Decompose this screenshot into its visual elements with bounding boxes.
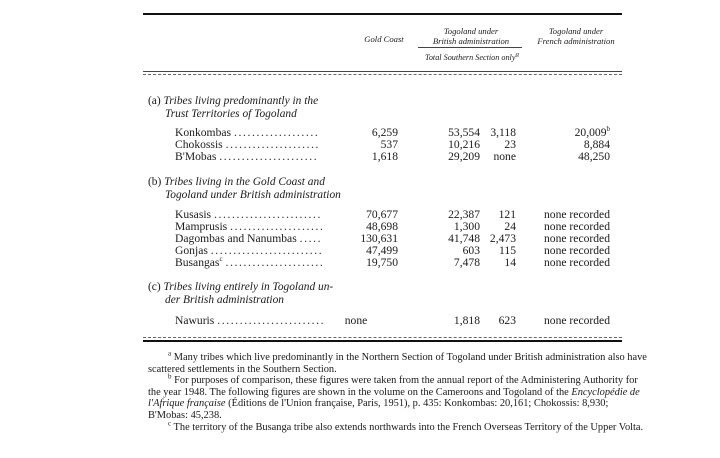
leader-dots: ........................ bbox=[217, 314, 326, 327]
section-a-title-text1: Tribes living predominantly in the bbox=[163, 95, 319, 107]
header-togoland-french bbox=[526, 26, 626, 46]
cell-french: none recorded bbox=[544, 244, 610, 257]
footnote-c bbox=[148, 419, 648, 434]
header-bottom-rule bbox=[143, 71, 622, 72]
tribe-name-text: Chokossis bbox=[175, 138, 223, 151]
header-southern-section bbox=[412, 50, 532, 63]
footnote-a-mark: a bbox=[168, 349, 172, 358]
section-a-title-line1 bbox=[148, 95, 378, 108]
cell-southern: none bbox=[493, 150, 516, 163]
cell-total: 7,478 bbox=[453, 256, 480, 269]
section-c-title-line1 bbox=[148, 281, 378, 294]
cell-gold-coast: none bbox=[344, 314, 368, 327]
header-togoland-british-line1: Togoland under bbox=[443, 26, 499, 36]
cell-french: none recorded bbox=[544, 232, 610, 245]
cell-total: 41,748 bbox=[448, 232, 480, 245]
section-c-title bbox=[148, 281, 378, 307]
footnote-a-text: Many tribes which live predominantly in the Northern Section of Togoland under British administration also have scattered settlements in the Southern Section. bbox=[148, 352, 647, 375]
section-c-title-line2: der British administration bbox=[165, 294, 284, 306]
header-togoland-british-line2: British administration bbox=[432, 36, 510, 46]
cell-total: 603 bbox=[462, 244, 480, 257]
tribe-name-text: Gonjas bbox=[175, 244, 208, 257]
section-c-title-text1: Tribes living entirely in Togoland un- bbox=[163, 281, 334, 293]
header-southern-section-label: Total Southern Section only bbox=[425, 53, 516, 62]
cell-total: 22,387 bbox=[448, 208, 480, 221]
footnote-b-mark: b bbox=[168, 372, 172, 381]
header-bottom-dash bbox=[143, 74, 622, 75]
leader-dots: ...................... bbox=[225, 256, 325, 269]
cell-french: none recorded bbox=[544, 220, 610, 233]
tribe-name-text: Kusasis bbox=[175, 208, 212, 221]
cell-southern: 3,118 bbox=[490, 126, 516, 139]
cell-southern: 623 bbox=[498, 314, 516, 327]
cell-french: none recorded bbox=[544, 208, 610, 221]
footnote-b bbox=[148, 372, 648, 421]
cell-french: none recorded bbox=[544, 314, 610, 327]
cell-gold-coast: 48,698 bbox=[366, 220, 398, 233]
footnote-c-mark: c bbox=[168, 419, 172, 428]
section-b-title-line2: Togoland under British administration bbox=[165, 189, 341, 201]
footnote-a bbox=[148, 349, 648, 375]
table-bottom-dash bbox=[143, 337, 622, 338]
cell-southern: 121 bbox=[498, 208, 516, 221]
tribe-name-text: Dagombas and Nanumbas bbox=[175, 232, 297, 245]
footnote-mark-b: b bbox=[606, 125, 610, 134]
subheader-rule bbox=[418, 47, 522, 48]
leader-dots: ......................... bbox=[210, 244, 324, 257]
section-b-title bbox=[148, 176, 378, 202]
cell-total: 1,818 bbox=[453, 314, 480, 327]
leader-dots: ................... bbox=[233, 126, 320, 139]
tribe-name-text: Konkombas bbox=[175, 126, 232, 139]
table-bottom-rule bbox=[143, 340, 622, 342]
cell-gold-coast: 70,677 bbox=[366, 208, 398, 221]
cell-gold-coast: 537 bbox=[380, 138, 398, 151]
cell-southern: 24 bbox=[504, 220, 516, 233]
leader-dots: ..................... bbox=[230, 220, 325, 233]
cell-french: none recorded bbox=[544, 256, 610, 269]
section-b-label: (b) bbox=[148, 176, 162, 188]
top-rule bbox=[143, 13, 622, 15]
cell-gold-coast: 1,618 bbox=[371, 150, 398, 163]
footnote-b-text-1: For purposes of comparison, these figures were taken from the annual report of the Administering Authority for the year 1948. The following figures are shown in the volume on the Cameroons and Togoland of the bbox=[148, 375, 638, 398]
footnote-mark-c: c bbox=[219, 255, 223, 264]
cell-total: 10,216 bbox=[448, 138, 480, 151]
cell-total: 1,300 bbox=[453, 220, 480, 233]
header-southern-section-mark: a bbox=[515, 50, 519, 59]
tribe-name-text: Mamprusis bbox=[175, 220, 228, 233]
tribe-name bbox=[175, 151, 318, 163]
cell-french: 48,250 bbox=[578, 150, 610, 163]
cell-southern: 115 bbox=[499, 244, 516, 257]
footnote-b-italic: Encyclopédie de l'Afrique française bbox=[148, 386, 640, 410]
cell-gold-coast: 130,631 bbox=[360, 232, 398, 245]
section-a-title-line2: Trust Territories of Togoland bbox=[165, 108, 297, 120]
cell-southern: 14 bbox=[504, 256, 516, 269]
cell-total: 29,209 bbox=[448, 150, 480, 163]
cell-gold-coast: 47,499 bbox=[366, 244, 398, 257]
leader-dots: ...................... bbox=[219, 150, 319, 163]
cell-southern: 2,473 bbox=[489, 232, 516, 245]
cell-gold-coast: 19,750 bbox=[366, 256, 398, 269]
header-togoland-french-line2: French administration bbox=[537, 36, 615, 46]
header-togoland-french-line1: Togoland under bbox=[548, 26, 604, 36]
cell-southern: 23 bbox=[504, 138, 516, 151]
cell-gold-coast: 6,259 bbox=[371, 126, 398, 139]
leader-dots: ..... bbox=[299, 232, 323, 245]
header-togoland-british bbox=[414, 26, 528, 46]
cell-french-value: 20,009 bbox=[574, 126, 607, 139]
leader-dots: ..................... bbox=[225, 138, 321, 151]
section-c-label: (c) bbox=[148, 281, 161, 293]
section-b-title-text1: Tribes living in the Gold Coast and bbox=[164, 176, 325, 188]
header-gold-coast: Gold Coast bbox=[364, 34, 404, 44]
cell-french: 8,884 bbox=[583, 138, 610, 151]
leader-dots: ........................ bbox=[213, 208, 322, 221]
footnotes bbox=[148, 349, 648, 433]
section-a-title bbox=[148, 95, 378, 121]
section-b-title-line1 bbox=[148, 176, 378, 189]
footnote-c-text: The territory of the Busanga tribe also extends northwards into the French Overseas Territory of the Upper Volta. bbox=[173, 421, 644, 433]
cell-total: 53,554 bbox=[448, 126, 480, 139]
tribe-name bbox=[175, 257, 324, 269]
tribe-name-text: Busangas bbox=[175, 256, 220, 269]
section-a-label: (a) bbox=[148, 95, 161, 107]
tribe-name-text: B'Mobas bbox=[175, 150, 217, 163]
tribe-name-text: Nawuris bbox=[175, 314, 215, 327]
footnote-b-text-2: (Éditions de l'Union française, Paris, 1951), p. 435: Konkombas: 20,161; Chokossis: 8,930; B'Mobas: 45,238. bbox=[148, 398, 609, 421]
tribe-name bbox=[175, 315, 325, 327]
